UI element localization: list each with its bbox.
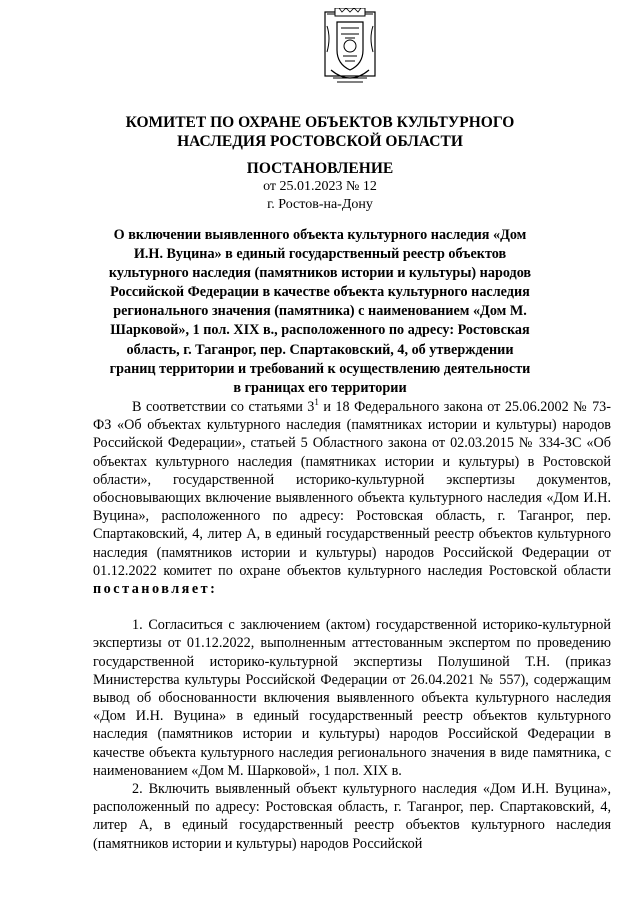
item-1-paragraph: 1. Согласиться с заключением (актом) государственной историко-культурной экспертизы от 01.12.2022, выполненным аттестованным экспертом по проведению государственной историко-культурной экспертизы Полушиной Т.Н. (приказ Министерства культуры Российской Федерации от 26.04.2021 № 557), содержащим вывод об обоснованности включения выявленного объекта культурного наследия «Дом И.Н. Вуцина» в единый государственный реестр объектов культурного наследия (памятников истории и культуры) народов Российской Федерации в качестве объекта культурного наследия регионального значения в виде памятника, с наименованием «Дом М. Шарковой», 1 пол. XIX в. <box>93 617 611 779</box>
decree-word: постановляет: <box>93 581 218 598</box>
item-2-paragraph: 2. Включить выявленный объект культурного наследия «Дом И.Н. Вуцина», расположенный по адресу: Ростовская область, г. Таганрог, пер. Спартаковский, 4, литер А, в единый государственный реестр объектов культурного наследия (памятников истории и культуры) народов Российской <box>93 781 611 852</box>
preamble-text-start: В соответствии со статьями 3 <box>132 399 315 415</box>
coat-of-arms-icon <box>323 8 377 90</box>
document-type: ПОСТАНОВЛЕНИЕ <box>246 160 394 177</box>
article-superscript: 1 <box>314 397 319 407</box>
document-body <box>93 398 611 853</box>
committee-name <box>60 113 580 151</box>
preamble-text: и 18 Федерального закона от 25.06.2002 № 73-ФЗ «Об объектах культурного наследия (памятниках истории и культуры) народов Российской Федерации», статьей 5 Областного закона от 02.03.2015 № 334-ЗС «Об объектах культурного наследия (памятниках истории и культуры) в Ростовской области», государственной историко-культурной экспертизы документов, обосновывающих включение выявленного объекта культурного наследия «Дом И.Н. Вуцина», расположенного по адресу: Ростовская область, г. Таганрог, пер. Спартаковский, 4, литер А, в единый государственный реестр объектов культурного наследия (памятников истории и культуры) народов Российской Федерации от 01.12.2022 комитет по охране объектов культурного наследия Ростовской области <box>93 399 611 579</box>
committee-line-1: КОМИТЕТ ПО ОХРАНЕ ОБЪЕКТОВ КУЛЬТУРНОГО <box>125 114 515 131</box>
preamble-paragraph <box>93 398 611 598</box>
document-city: г. Ростов-на-Дону <box>267 197 373 212</box>
document-date-number: от 25.01.2023 № 12 <box>263 179 377 194</box>
committee-line-2: НАСЛЕДИЯ РОСТОВСКОЙ ОБЛАСТИ <box>177 133 463 150</box>
document-title: О включении выявленного объекта культурного наследия «Дом И.Н. Вуцина» в единый государственный реестр объектов культурного наследия (памятников истории и культуры) народов Российской Федерации в качестве объекта культурного наследия регионального значения (памятника) с наименованием «Дом М. Шарковой», 1 пол. XIX в., расположенного по адресу: Ростовская область, г. Таганрог, пер. Спартаковский, 4, об утверждении границ территории и требований к осуществлению деятельности в границах его территории <box>108 227 532 396</box>
